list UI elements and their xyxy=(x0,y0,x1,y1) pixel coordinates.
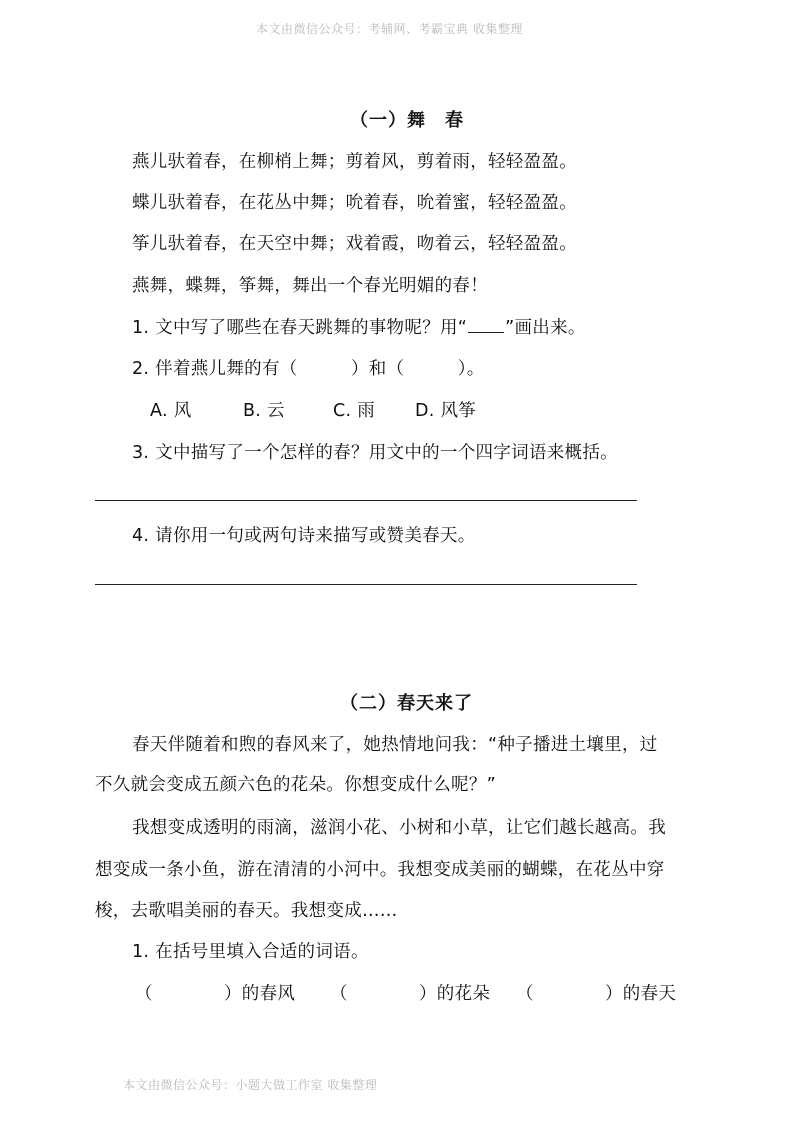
question-3: 3. 文中描写了一个怎样的春？用文中的一个四字词语来概括。 xyxy=(132,443,618,463)
page-footer-watermark: 本文由微信公众号：小题大做工作室 收集整理 xyxy=(123,1078,378,1092)
poem-line-3: 筝儿驮着春，在天空中舞；戏着霞，吻着云，轻轻盈盈。 xyxy=(132,234,577,254)
option-b[interactable]: B. 云 xyxy=(243,401,285,421)
question-1-prefix: 1. 文中写了哪些在春天跳舞的事物呢？用“ xyxy=(132,318,468,338)
poem-line-4: 燕舞，蝶舞，筝舞，舞出一个春光明媚的春！ xyxy=(132,276,488,296)
para2-line1: 我想变成透明的雨滴，滋润小花、小树和小草，让它们越长越高。我 xyxy=(132,818,666,838)
fill-blank-2[interactable]: （ ）的花朵 xyxy=(330,984,491,1004)
underline-mark xyxy=(468,331,504,333)
page-header-watermark: 本文由微信公众号：考辅网、考霸宝典 收集整理 xyxy=(256,22,523,36)
poem-line-1: 燕儿驮着春，在柳梢上舞；剪着风，剪着雨，轻轻盈盈。 xyxy=(132,152,577,172)
answer-line-q3[interactable] xyxy=(95,500,637,501)
section1-title: （一）舞 春 xyxy=(350,110,464,131)
option-c[interactable]: C. 雨 xyxy=(333,401,376,421)
para2-line2: 想变成一条小鱼，游在清清的小河中。我想变成美丽的蝴蝶，在花丛中穿 xyxy=(95,860,665,880)
para1-line1: 春天伴随着和煦的春风来了，她热情地问我：“种子播进土壤里，过 xyxy=(132,735,658,755)
question-1 xyxy=(132,314,586,339)
option-d[interactable]: D. 风筝 xyxy=(415,401,477,421)
section2-question-1: 1. 在括号里填入合适的词语。 xyxy=(132,942,369,962)
question-1-suffix: ”画出来。 xyxy=(505,318,586,338)
question-2-options xyxy=(150,397,476,422)
section2-title: （二）春天来了 xyxy=(340,693,473,714)
poem-line-2: 蝶儿驮着春，在花丛中舞；吮着春，吮着蜜，轻轻盈盈。 xyxy=(132,193,577,213)
option-a[interactable]: A. 风 xyxy=(150,401,192,421)
fill-blank-1[interactable]: （ ）的春风 xyxy=(135,984,296,1004)
para1-line2: 不久就会变成五颜六色的花朵。你想变成什么呢？” xyxy=(95,775,496,795)
question-2: 2. 伴着燕儿舞的有（ ）和（ ）。 xyxy=(132,359,485,379)
para2-line3: 梭，去歌唱美丽的春天。我想变成…… xyxy=(95,901,398,921)
question-4: 4. 请你用一句或两句诗来描写或赞美春天。 xyxy=(132,526,476,546)
answer-line-q4[interactable] xyxy=(95,584,637,585)
fill-blank-3[interactable]: （ ）的春天 xyxy=(516,984,677,1004)
